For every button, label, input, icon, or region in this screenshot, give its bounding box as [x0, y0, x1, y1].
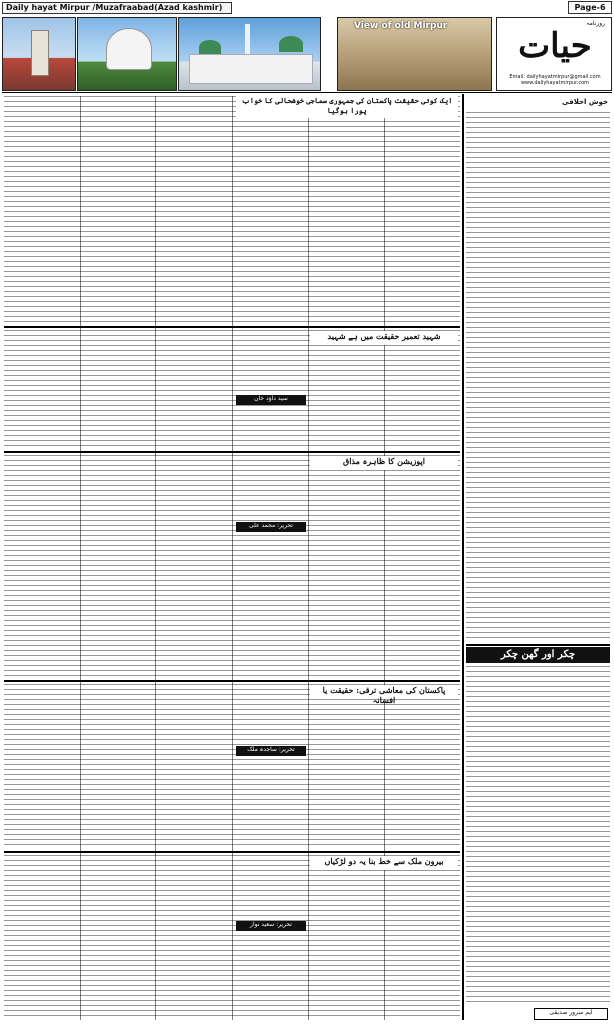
photo-sculpture [77, 17, 177, 91]
section-rule [4, 680, 460, 682]
photo-mosque [178, 17, 321, 91]
article-byline-2: سید داؤد خان [236, 395, 306, 405]
article-headline-4: پاکستان کی معاشی ترقی: حقیقت یا افسانہ [310, 685, 458, 699]
newspaper-logo [496, 17, 612, 91]
masthead-divider [2, 92, 612, 93]
logo-title: حیات [518, 26, 592, 66]
article-byline-5: تحریر: سعید نواز [236, 921, 306, 931]
column-rule [384, 96, 385, 1020]
column-rule [308, 96, 309, 1020]
article-headline-1: ایک کوئی حقیقت پاکستان کی جمہوری سماجی خوشحالی کا خواب پورا ہوگیا [236, 96, 458, 118]
edition-label: Daily hayat Mirpur /Muzafraabad(Azad kashmir) [2, 2, 232, 14]
article-headline-5: بیرون ملک سے خط بنا یہ دو لڑکیاں [310, 856, 458, 870]
column-rule [155, 96, 156, 1020]
column-rule [80, 96, 81, 1020]
section-rule [4, 451, 460, 453]
column-rule [232, 96, 233, 1020]
right-column-second-author: ایم سرور صدیقی [534, 1008, 608, 1020]
section-rule [4, 326, 460, 328]
right-column-second-text [466, 666, 610, 1006]
right-column-text [466, 112, 610, 642]
article-headline-2: شہید تعمیر حقیقت میں ہے شہید [310, 331, 458, 345]
photo-monument [2, 17, 76, 91]
right-column-second-title: چکر اور گھن چکر [500, 649, 576, 660]
right-section-rule [466, 644, 610, 646]
section-rule [4, 851, 460, 853]
right-column-title: خوش اخلاقی [562, 98, 608, 106]
photo-old-mirpur [337, 17, 492, 91]
logo-tagline: Email: dailyhayatmirpur@gmail.com www.dailyhayatmirpur.com [509, 74, 601, 86]
main-divider [462, 94, 464, 1020]
article-headline-3: اپوزیشن کا ظاہرہ مذاق [310, 456, 458, 470]
article-byline-3: تحریر: محمد علی [236, 522, 306, 532]
page-number: Page-6 [568, 1, 612, 14]
article-byline-4: تحریر: ساجدہ ملک [236, 746, 306, 756]
photo-caption: View of old Mirpur [354, 21, 448, 31]
logo-prefix: روزنامہ [586, 20, 605, 27]
